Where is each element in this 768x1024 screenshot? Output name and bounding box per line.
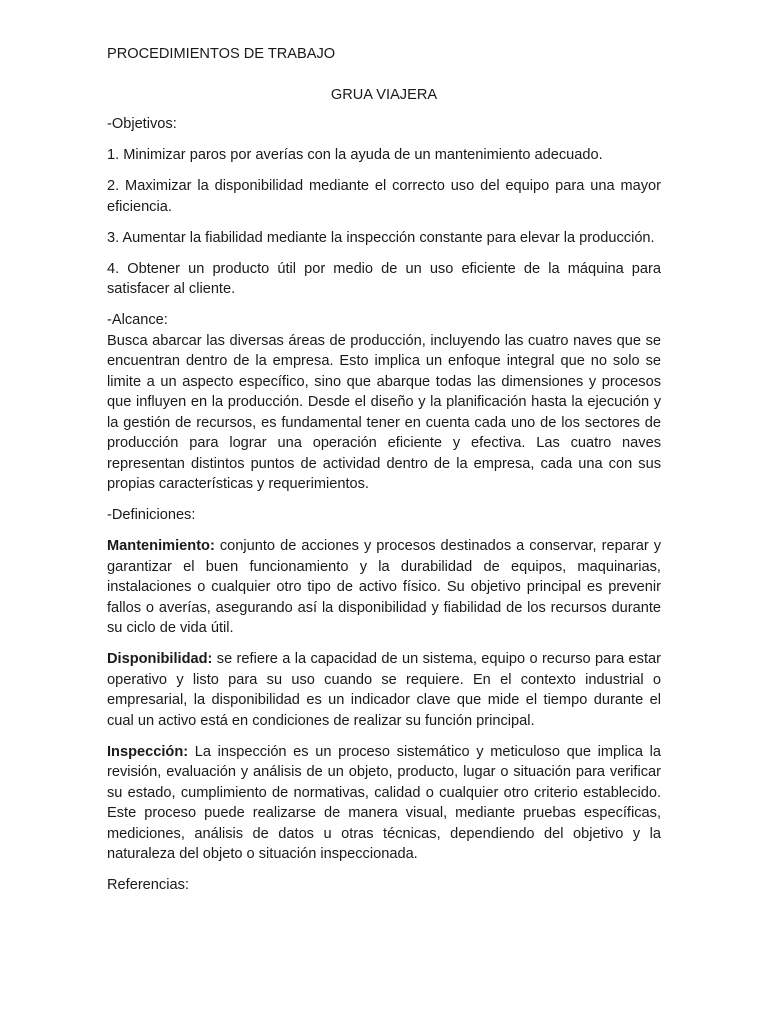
definition-text: se refiere a la capacidad de un sistema, equipo o recurso para estar operativo y listo para su uso cuando se requiere. En el contexto industrial o empresarial, la disponibilidad es un indicador clave que mide el tiempo durante el cual un activo está en condiciones de realizar su función principal. (107, 651, 661, 729)
objetivo-item-3: 3. Aumentar la fiabilidad mediante la inspección constante para elevar la producción. (107, 229, 655, 246)
alcance-heading: -Alcance: (107, 312, 168, 328)
alcance-text: Busca abarcar las diversas áreas de producción, incluyendo las cuatro naves que se encuentran dentro de la empresa. Esto implica un enfoque integral que no solo se limite a un aspecto específico, sino que abarque todas las dimensiones y procesos que influyen en la producción. Desde el diseño y la planificación hasta la ejecución y la gestión de recursos, es fundamental tener en cuenta cada uno de los sectores de producción para lograr una operación eficiente y efectiva. Las cuatro naves representan distintos puntos de actividad dentro de la empresa, cada una con sus propias características y requerimientos. (107, 332, 661, 492)
objetivo-item-1: 1. Minimizar paros por averías con la ayuda de un mantenimiento adecuado. (107, 147, 603, 163)
objetivos-heading: -Objetivos: (107, 116, 177, 132)
definition-term: Mantenimiento: (107, 538, 215, 554)
definition-term: Disponibilidad: (107, 651, 213, 667)
definition-text: conjunto de acciones y procesos destinados a conservar, reparar y garantizar el buen funcionamiento y la durabilidad de equipos, maquinarias, instalaciones o cualquier otro tipo de activo físico. Su objetivo principal es prevenir fallos o averías, asegurando así la disponibilidad y fiabilidad de los recursos durante su ciclo de vida útil. (107, 538, 661, 636)
objetivo-item-2: 2. Maximizar la disponibilidad mediante el correcto uso del equipo para una mayor eficiencia. (107, 178, 661, 215)
objetivo-item-4: 4. Obtener un producto útil por medio de un uso eficiente de la máquina para satisfacer al cliente. (107, 260, 661, 297)
definition-text: La inspección es un proceso sistemático y meticuloso que implica la revisión, evaluación y análisis de un objeto, producto, lugar o situación para verificar su estado, cumplimiento de normativas, calidad o cualquier otro criterio establecido. Este proceso puede realizarse de manera visual, mediante pruebas específicas, mediciones, análisis de datos u otras técnicas, dependiendo del objetivo y la naturaleza del objeto o situación inspeccionada. (107, 743, 661, 862)
definition-inspeccion (107, 742, 661, 865)
definition-mantenimiento (107, 536, 661, 639)
document-page (107, 44, 661, 896)
document-subtitle: GRUA VIAJERA (330, 86, 438, 103)
referencias-heading: Referencias: (107, 877, 189, 893)
definition-term: Inspección: (107, 743, 189, 760)
definition-disponibilidad (107, 649, 661, 731)
definiciones-heading: -Definiciones: (107, 507, 196, 523)
document-title: PROCEDIMIENTOS DE TRABAJO (107, 46, 336, 62)
